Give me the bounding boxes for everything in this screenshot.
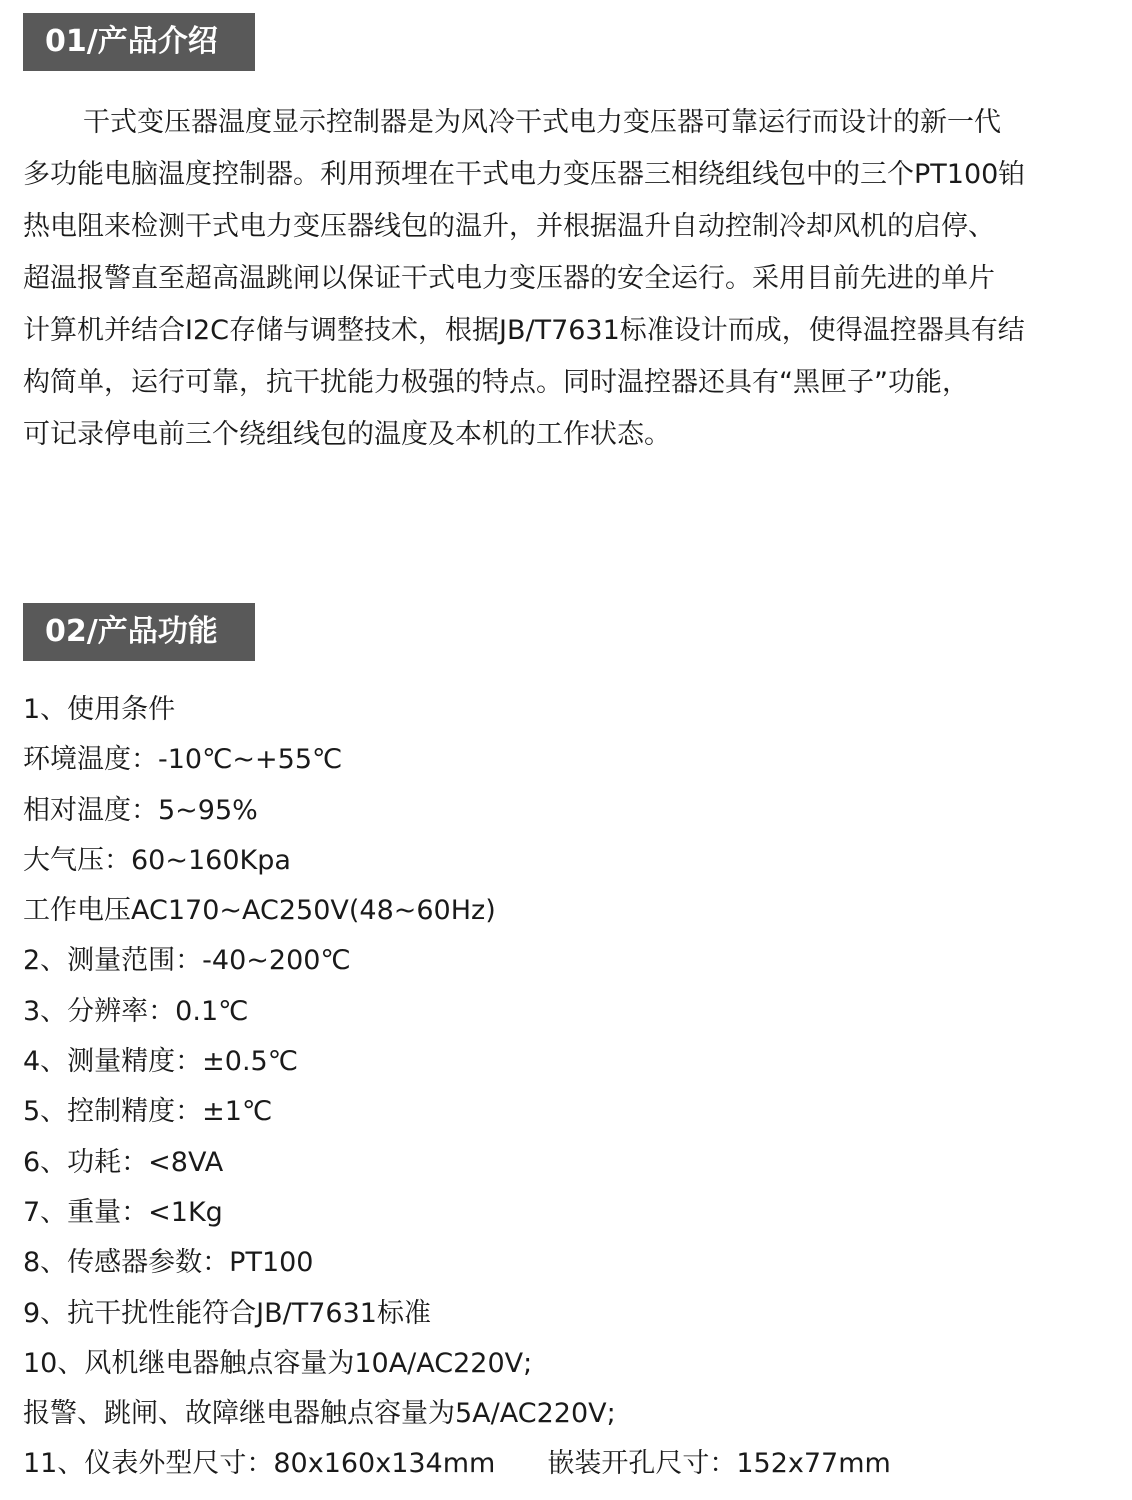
feature-item: 8、传感器参数：PT100 [23,1247,314,1279]
intro-paragraph [23,97,1103,461]
feature-item: 1、使用条件 [23,694,176,725]
feature-item: 3、分辨率：0.1℃ [23,995,249,1027]
feature-item: 6、功耗：<8VA [23,1146,224,1178]
feature-item: 环境温度：-10℃~+55℃ [23,744,343,776]
feature-item: 报警、跳闸、故障继电器触点容量为5A/AC220V; [23,1398,616,1430]
feature-list [23,685,1113,1490]
intro-line: 多功能电脑温度控制器。利用预埋在干式电力变压器三相绕组线包中的三个PT100铂 [23,159,1026,190]
feature-item: 9、抗干扰性能符合JB/T7631标准 [23,1297,431,1329]
feature-item: 大气压：60~160Kpa [23,844,291,876]
feature-item: 10、风机继电器触点容量为10A/AC220V; [23,1347,533,1379]
intro-line: 计算机并结合I2C存储与调整技术，根据JB/T7631标准设计而成，使得温控器具有结 [23,315,1025,346]
feature-item: 7、重量：<1Kg [23,1196,223,1228]
intro-line: 构简单，运行可靠，抗干扰能力极强的特点。同时温控器还具有“黑匣子”功能， [23,367,969,398]
feature-item: 5、控制精度：±1℃ [23,1096,273,1128]
dimensions-cutout: 嵌装开孔尺寸：152x77mm [547,1448,891,1480]
feature-item: 相对温度：5~95% [23,794,258,826]
intro-line: 可记录停电前三个绕组线包的温度及本机的工作状态。 [23,419,671,450]
feature-item: 2、测量范围：-40~200℃ [23,945,351,977]
section-header-features: 02/产品功能 [23,603,255,661]
intro-line: 干式变压器温度显示控制器是为风冷干式电力变压器可靠运行而设计的新一代 [83,107,1001,138]
intro-line: 超温报警直至超高温跳闸以保证干式电力变压器的安全运行。采用目前先进的单片 [23,263,995,294]
feature-item: 工作电压AC170~AC250V(48~60Hz) [23,895,496,927]
feature-item-dimensions [23,1439,1113,1489]
feature-item: 4、测量精度：±0.5℃ [23,1046,299,1078]
dimensions-outer: 11、仪表外型尺寸：80x160x134mm [23,1448,496,1480]
intro-line: 热电阻来检测干式电力变压器线包的温升，并根据温升自动控制冷却风机的启停、 [23,211,995,242]
section-header-intro: 01/产品介绍 [23,13,255,71]
